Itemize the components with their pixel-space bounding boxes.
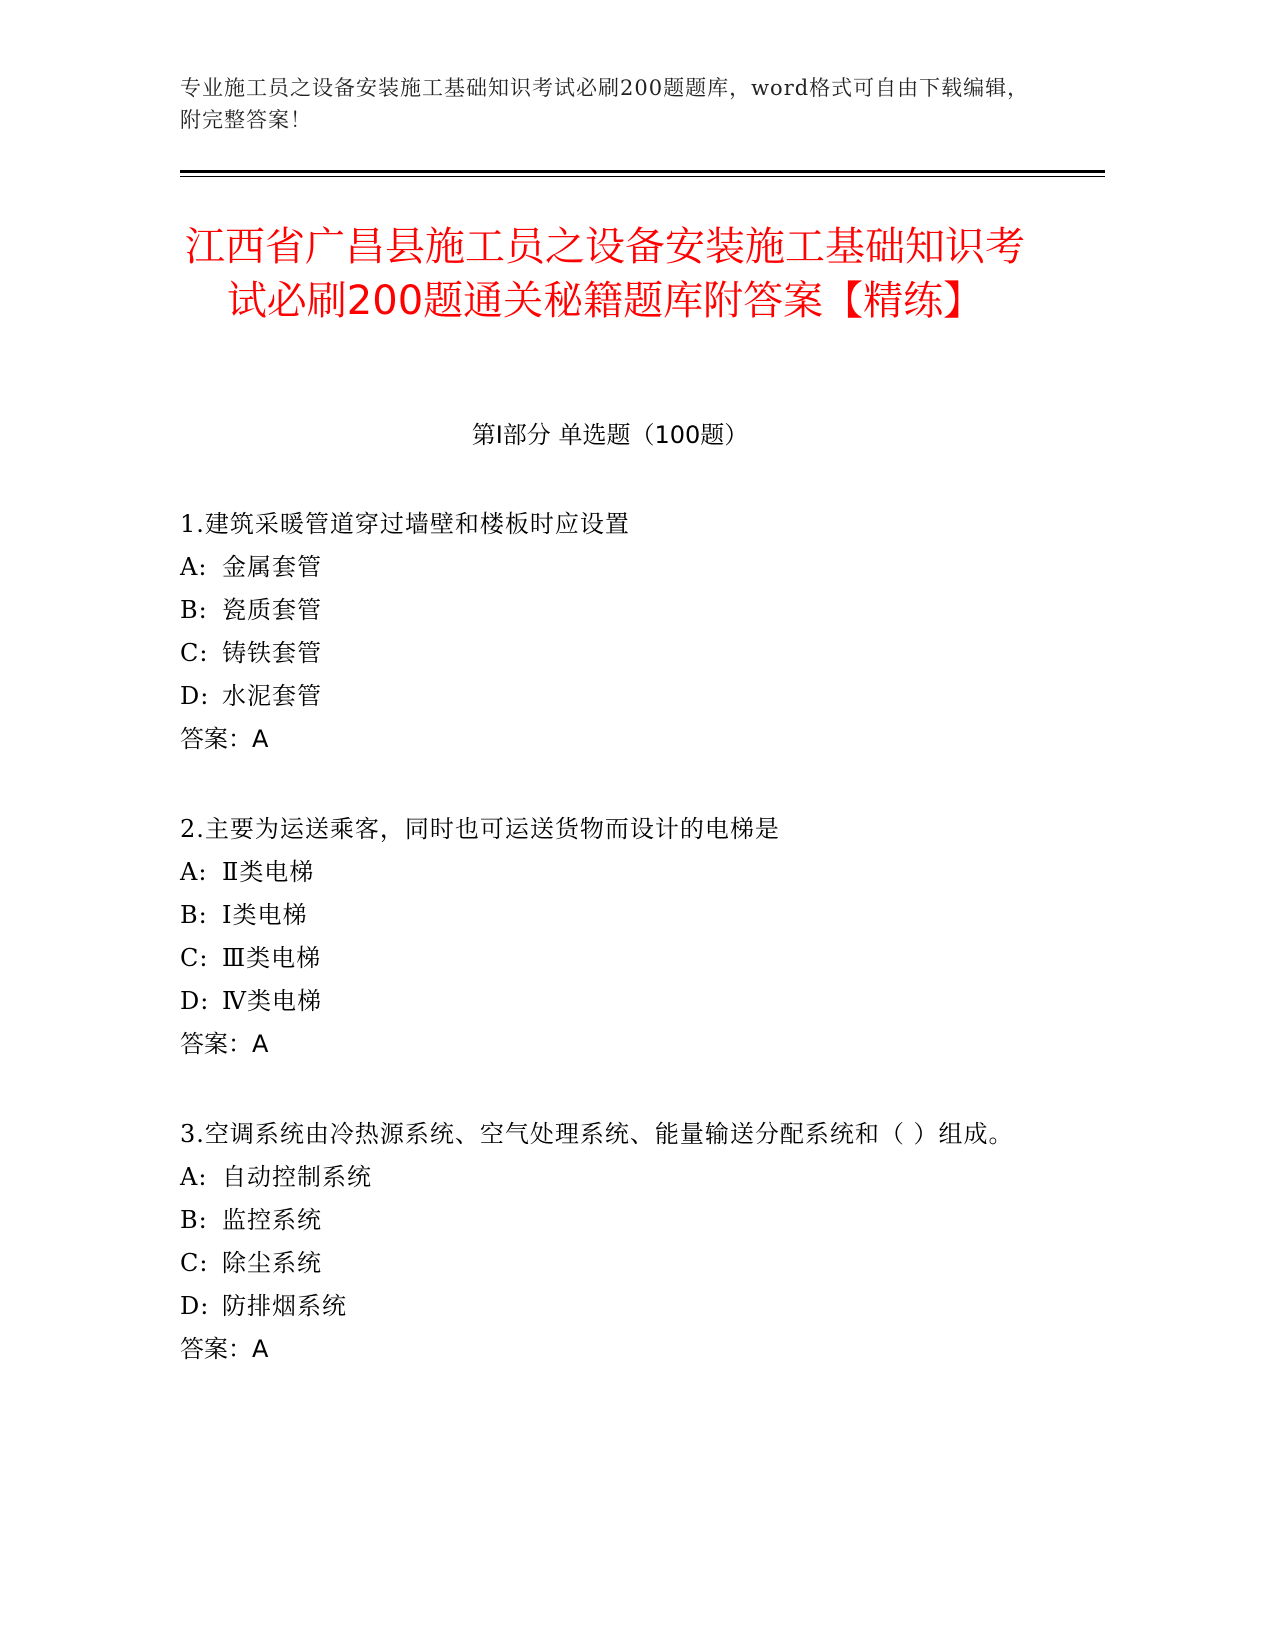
question-stem: 3.空调系统由冷热源系统、空气处理系统、能量输送分配系统和（ ）组成。 <box>180 1120 1014 1148</box>
header-note: 专业施工员之设备安装施工基础知识考试必刷200题题库，word格式可自由下载编辑，附完整答案！ <box>180 76 1030 132</box>
option-text: 金属套管 <box>222 553 322 581</box>
option-b <box>180 1199 1040 1242</box>
question-1 <box>180 503 1040 761</box>
option-letter: C: <box>180 944 209 972</box>
option-c <box>180 937 1040 980</box>
answer-line: 答案：A <box>180 1335 269 1363</box>
option-letter: D: <box>180 987 210 1015</box>
option-text: 水泥套管 <box>222 682 322 710</box>
option-d <box>180 980 1040 1023</box>
answer-line: 答案：A <box>180 1030 269 1058</box>
option-c <box>180 1242 1040 1285</box>
question-2 <box>180 808 1040 1066</box>
option-text: Ⅱ类电梯 <box>222 858 315 886</box>
option-a <box>180 546 1040 589</box>
option-letter: C: <box>180 639 209 667</box>
option-letter: A: <box>180 1163 208 1191</box>
option-letter: D: <box>180 682 210 710</box>
option-text: Ⅰ类电梯 <box>222 901 308 929</box>
option-text: 监控系统 <box>222 1206 322 1234</box>
option-text: 除尘系统 <box>222 1249 322 1277</box>
option-b <box>180 894 1040 937</box>
option-a <box>180 851 1040 894</box>
option-letter: D: <box>180 1292 210 1320</box>
option-letter: C: <box>180 1249 209 1277</box>
option-b <box>180 589 1040 632</box>
option-c <box>180 632 1040 675</box>
option-text: Ⅲ类电梯 <box>222 944 322 972</box>
option-text: 瓷质套管 <box>222 596 322 624</box>
option-text: 防排烟系统 <box>222 1292 347 1320</box>
option-d <box>180 675 1040 718</box>
question-stem: 2.主要为运送乘客，同时也可运送货物而设计的电梯是 <box>180 815 780 843</box>
option-letter: A: <box>180 553 208 581</box>
header-divider-thin <box>180 176 1105 177</box>
section-heading: 第Ⅰ部分 单选题（100题） <box>471 421 749 449</box>
answer-line: 答案：A <box>180 725 269 753</box>
option-letter: B: <box>180 1206 208 1234</box>
option-text: 自动控制系统 <box>222 1163 372 1191</box>
question-3 <box>180 1113 1040 1371</box>
option-letter: B: <box>180 901 208 929</box>
header-divider-thick <box>180 170 1105 173</box>
option-a <box>180 1156 1040 1199</box>
document-title: 江西省广昌县施工员之设备安装施工基础知识考试必刷200题通关秘籍题库附答案【精练】 <box>185 224 1025 324</box>
option-letter: A: <box>180 858 208 886</box>
option-d <box>180 1285 1040 1328</box>
option-text: 铸铁套管 <box>222 639 322 667</box>
question-stem: 1.建筑采暖管道穿过墙壁和楼板时应设置 <box>180 510 630 538</box>
option-letter: B: <box>180 596 208 624</box>
option-text: Ⅳ类电梯 <box>222 987 322 1015</box>
